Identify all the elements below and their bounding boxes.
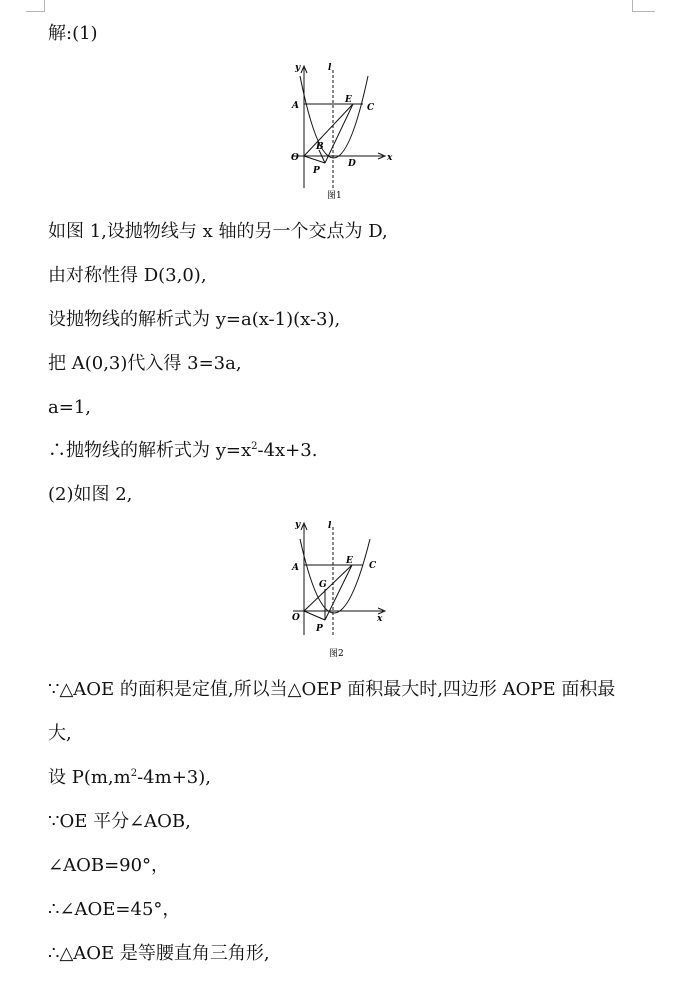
label-y: y bbox=[295, 520, 301, 530]
figure-1 bbox=[283, 60, 395, 206]
line-7-pre: ∴抛物线的解析式为 y=x bbox=[48, 440, 252, 461]
label-l: l bbox=[328, 521, 332, 531]
label-a: A bbox=[292, 563, 299, 573]
line-11-pre: 设 P(m,m bbox=[48, 767, 131, 788]
line-11-post: -4m+3), bbox=[137, 767, 211, 788]
text-line-11 bbox=[48, 767, 211, 789]
label-y: y bbox=[295, 63, 301, 73]
text-line-9: ∵△AOE 的面积是定值,所以当△OEP 面积最大时,四边形 AOPE 面积最 bbox=[48, 679, 616, 700]
line-11-exponent: 2 bbox=[130, 768, 138, 779]
text-line-2: 如图 1,设抛物线与 x 轴的另一个交点为 D, bbox=[48, 221, 388, 242]
figure-1-caption: 图1 bbox=[327, 191, 342, 201]
page-corner-mark-right bbox=[632, 0, 655, 12]
segment-op bbox=[304, 611, 325, 620]
label-d: D bbox=[348, 159, 356, 169]
label-c: C bbox=[367, 103, 375, 113]
text-line-12: ∵OE 平分∠AOB, bbox=[48, 811, 191, 832]
segment-ep bbox=[325, 104, 353, 163]
label-o: O bbox=[291, 153, 299, 163]
text-line-10: 大, bbox=[48, 723, 72, 744]
label-l: l bbox=[328, 63, 332, 73]
text-line-3: 由对称性得 D(3,0), bbox=[48, 265, 207, 286]
text-line-14: ∴∠AOE=45°， bbox=[48, 899, 181, 920]
parabola bbox=[300, 76, 368, 158]
text-line-4: 设抛物线的解析式为 y=a(x-1)(x-3), bbox=[48, 309, 341, 330]
parabola bbox=[300, 539, 370, 613]
label-c: C bbox=[369, 561, 377, 571]
label-x: x bbox=[377, 614, 383, 624]
label-a: A bbox=[292, 101, 299, 111]
label-o: O bbox=[292, 613, 300, 623]
segment-oe bbox=[304, 565, 352, 611]
figure-2-diagram bbox=[283, 517, 395, 659]
line-7-exponent: 2 bbox=[251, 441, 258, 452]
text-line-15: ∴△AOE 是等腰直角三角形, bbox=[48, 943, 270, 964]
figure-2-caption: 图2 bbox=[329, 649, 344, 659]
page-corner-mark-left bbox=[26, 0, 45, 12]
line-7-post: -4x+3. bbox=[257, 440, 318, 461]
label-p: P bbox=[313, 166, 320, 176]
label-x: x bbox=[387, 153, 393, 163]
text-line-5: 把 A(0,3)代入得 3=3a, bbox=[48, 353, 242, 374]
figure-1-diagram bbox=[283, 60, 395, 202]
label-g: G bbox=[319, 580, 327, 590]
label-b: B bbox=[316, 142, 324, 152]
solution-heading: 解:(1) bbox=[48, 23, 98, 44]
text-line-6: a=1, bbox=[48, 397, 91, 418]
text-line-7 bbox=[48, 440, 317, 462]
text-line-8: (2)如图 2, bbox=[48, 484, 133, 505]
text-line-13: ∠AOB=90°， bbox=[48, 855, 170, 876]
label-p: P bbox=[316, 624, 323, 634]
figure-2 bbox=[283, 517, 395, 663]
label-e: E bbox=[346, 556, 353, 566]
label-e: E bbox=[345, 95, 352, 105]
